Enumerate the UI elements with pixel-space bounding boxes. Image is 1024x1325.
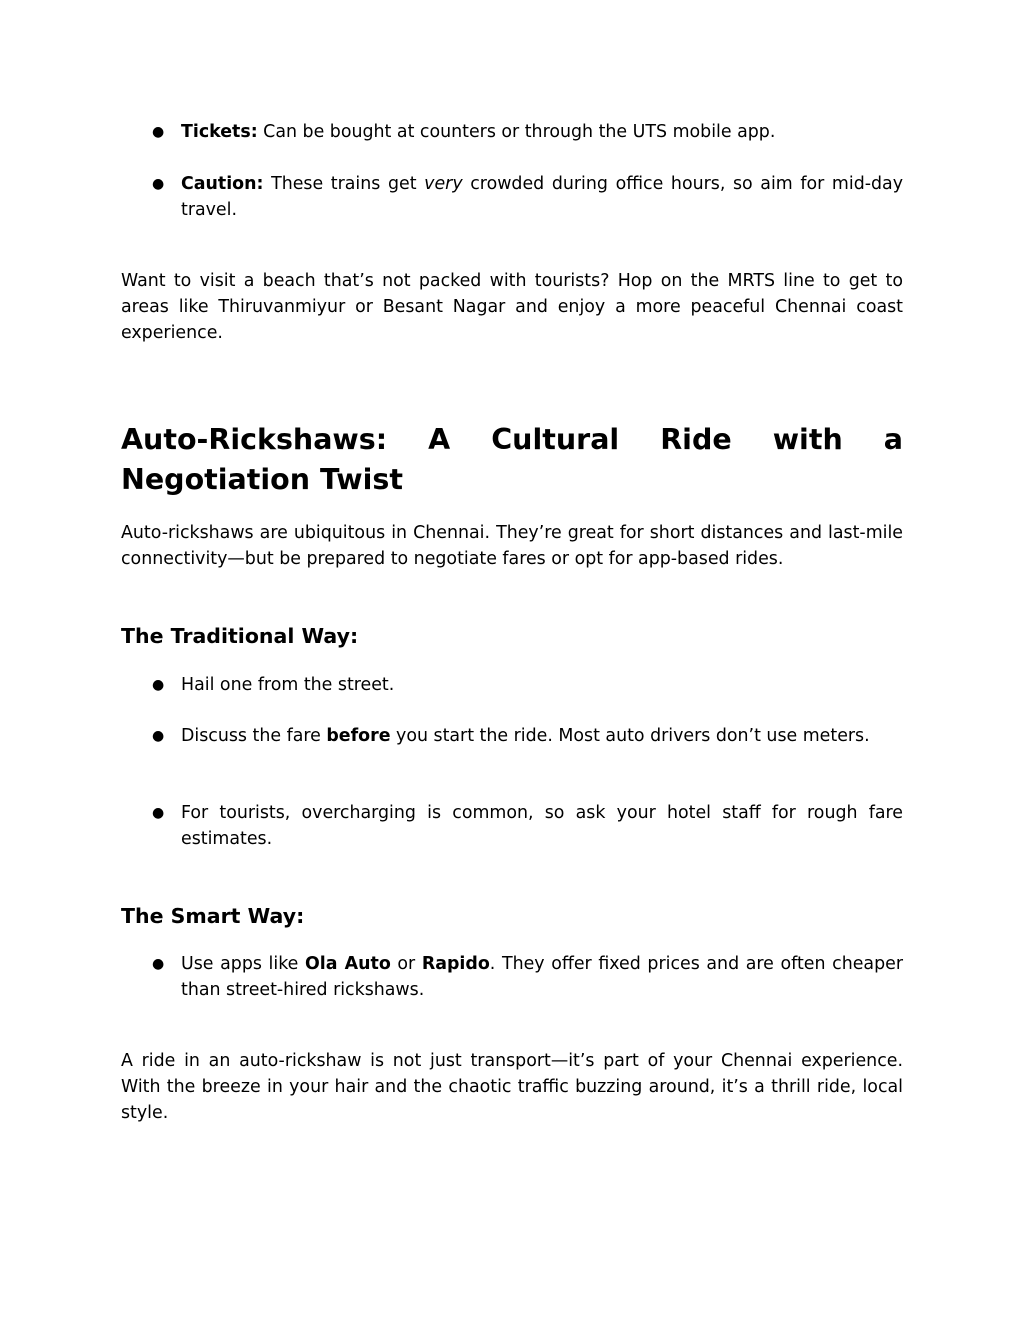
bullet-icon: ● (152, 956, 165, 972)
title-word: Cultural (491, 423, 620, 456)
section-title-line2: Negotiation Twist (121, 463, 403, 496)
tickets-text: Can be bought at counters or through the UTS mobile app. (257, 122, 776, 142)
section-title-line1 (121, 420, 903, 460)
bullet-icon: ● (152, 805, 165, 821)
list-item (121, 723, 903, 749)
title-word: Auto-Rickshaws: (121, 423, 388, 456)
mrts-bullet-list (121, 119, 903, 145)
list-item (121, 951, 903, 1003)
mrts-bullet-list-2 (121, 171, 903, 223)
caution-text-after: crowded during office hours, so aim for mid-day travel. (181, 174, 903, 220)
title-word: a (883, 423, 903, 456)
traditional-bullet-1: Hail one from the street. (181, 675, 395, 695)
smart-bullet-after: . They offer fixed prices and are often cheaper than street-hired rickshaws. (181, 954, 903, 1000)
traditional-bullet-3: For tourists, overcharging is common, so ask your hotel staff for rough fare estimates. (181, 803, 903, 849)
bullet-icon: ● (152, 677, 165, 693)
traditional-bullet-2-bold: before (326, 726, 391, 746)
list-item (121, 171, 903, 223)
smart-bullet-list (121, 951, 903, 1003)
title-word: with (772, 423, 843, 456)
smart-app-2: Rapido (421, 954, 490, 974)
traditional-bullet-list (121, 672, 903, 698)
list-item (121, 672, 903, 698)
traditional-bullet-list-2 (121, 723, 903, 749)
traditional-bullet-2-before: Discuss the fare (181, 726, 327, 746)
bullet-icon: ● (152, 124, 165, 140)
section-title (121, 420, 903, 500)
tickets-label: Tickets: (181, 122, 258, 142)
smart-bullet-middle: or (390, 954, 422, 974)
traditional-heading: The Traditional Way: (121, 624, 359, 648)
auto-intro-paragraph: Auto-rickshaws are ubiquitous in Chennai. They’re great for short distances and last-mile connectivity—but be prepared to negotiate fares or opt for app-based rides. (121, 523, 903, 569)
list-item (121, 119, 903, 145)
traditional-bullet-2-after: you start the ride. Most auto drivers don’t use meters. (390, 726, 870, 746)
title-word: Ride (660, 423, 732, 456)
smart-bullet-before: Use apps like (181, 954, 306, 974)
caution-emphasis: very (424, 174, 463, 194)
list-item (121, 800, 903, 852)
caution-label: Caution: (181, 174, 264, 194)
caution-text-before: These trains get (263, 174, 425, 194)
title-word: A (428, 423, 451, 456)
smart-app-1: Ola Auto (305, 954, 391, 974)
bullet-icon: ● (152, 728, 165, 744)
smart-heading: The Smart Way: (121, 904, 305, 928)
closing-paragraph: A ride in an auto-rickshaw is not just transport—it’s part of your Chennai experience. With the breeze in your hair and the chaotic traffic buzzing around, it’s a thrill ride, local style. (121, 1051, 903, 1123)
traditional-bullet-list-3 (121, 800, 903, 852)
mrts-paragraph: Want to visit a beach that’s not packed with tourists? Hop on the MRTS line to get to areas like Thiruvanmiyur or Besant Nagar and enjoy a more peaceful Chennai coast experience. (121, 271, 903, 343)
bullet-icon: ● (152, 176, 165, 192)
